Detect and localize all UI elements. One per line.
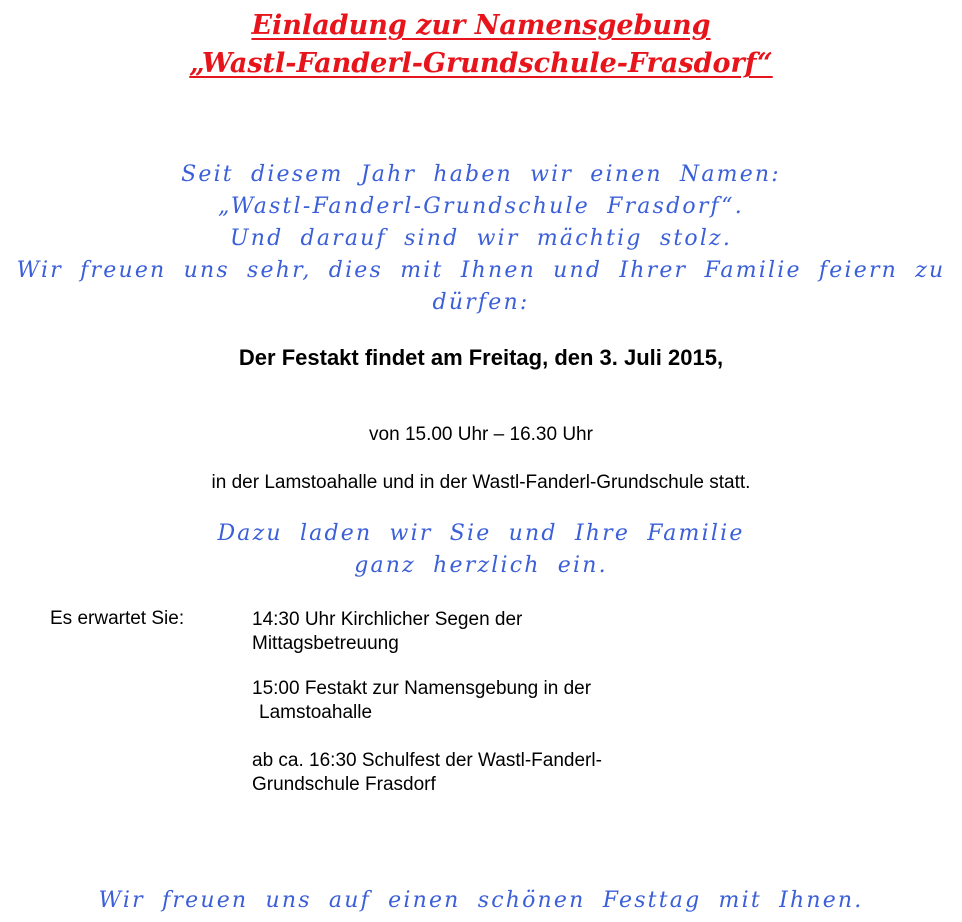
intro-line-5: dürfen: bbox=[432, 290, 530, 315]
schedule-item-line: Grundschule Frasdorf bbox=[252, 774, 436, 795]
schedule-item bbox=[252, 677, 591, 725]
intro-line-3: Und darauf sind wir mächtig stolz. bbox=[229, 226, 733, 251]
schedule-item-line: 15:00 Festakt zur Namensgebung in der bbox=[252, 678, 592, 699]
schedule-item bbox=[252, 749, 602, 797]
schedule-item-line: 14:30 Uhr Kirchlicher Segen der bbox=[252, 609, 523, 630]
invitation-title: Einladung zur Namensgebung bbox=[251, 10, 711, 41]
schedule-item-line: ab ca. 16:30 Schulfest der Wastl-Fanderl- bbox=[252, 750, 602, 771]
school-name-title: „Wastl-Fanderl-Grundschule-Frasdorf“ bbox=[189, 48, 773, 79]
schedule-item-line: Lamstoahalle bbox=[259, 702, 373, 723]
schedule-item bbox=[252, 608, 522, 656]
event-date-line: Der Festakt findet am Freitag, den 3. Juli 2015, bbox=[238, 345, 724, 370]
intro-line-1: Seit diesem Jahr haben wir einen Namen: bbox=[181, 162, 781, 187]
closing-line: Wir freuen uns auf einen schönen Festtag mit Ihnen. bbox=[98, 888, 864, 913]
event-location-line: in der Lamstoahalle und in der Wastl-Fanderl-Grundschule statt. bbox=[211, 472, 751, 493]
schedule-item-line: Mittagsbetreuung bbox=[252, 633, 399, 654]
intro-line-2: „Wastl-Fanderl-Grundschule Frasdorf“. bbox=[218, 194, 744, 219]
event-time-line: von 15.00 Uhr – 16.30 Uhr bbox=[369, 424, 593, 445]
schedule-label: Es erwartet Sie: bbox=[50, 608, 185, 629]
invitation-line-2: ganz herzlich ein. bbox=[354, 553, 608, 578]
invitation-line-1: Dazu laden wir Sie und Ihre Familie bbox=[217, 521, 745, 546]
intro-line-4: Wir freuen uns sehr, dies mit Ihnen und Ihrer Familie feiern zu bbox=[16, 258, 946, 283]
